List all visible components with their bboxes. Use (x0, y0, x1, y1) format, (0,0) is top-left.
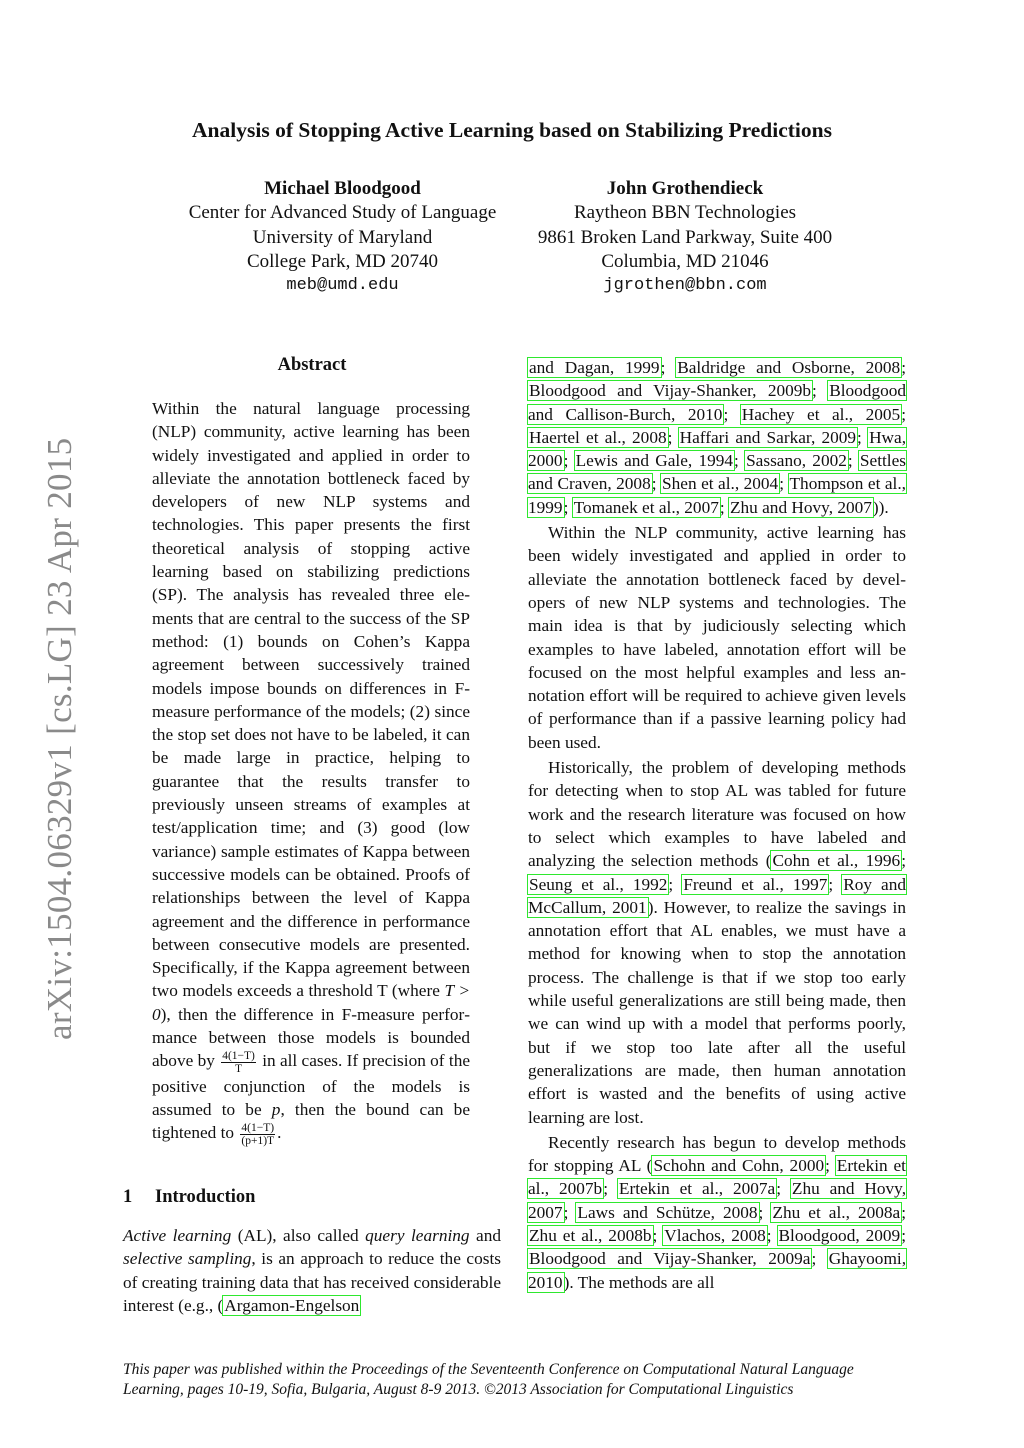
fraction-numerator: 4(1−T) (241, 1121, 275, 1134)
intro-segment: , is an approach to reduce the costs of creating training data that has received considerable interest (e.g., ( (123, 1249, 501, 1315)
text-segment: ; (776, 1179, 791, 1199)
section-heading-introduction (123, 1187, 503, 1208)
text-segment: ; (563, 1202, 577, 1222)
text-segment: ; (651, 474, 662, 494)
abstract-segment: ), then the difference in F-measure performance between those models is bounded above by (152, 1004, 470, 1071)
citation-link[interactable]: Argamon-Engelson (224, 1295, 360, 1315)
citation-link[interactable]: Zhu et al., 2008b (529, 1225, 652, 1245)
author-affiliation: Center for Advanced Study of Language (188, 202, 497, 224)
math-inline: T > 0 (152, 981, 470, 1024)
citation-link[interactable]: Zhu and Hovy, 2007 (528, 1179, 907, 1222)
fraction (240, 1122, 275, 1147)
author-email[interactable]: meb@umd.edu (286, 276, 399, 296)
text-segment: ; (812, 381, 829, 401)
text-segment: ; (828, 874, 843, 894)
citation-link[interactable]: Bloodgood, 2009 (778, 1225, 901, 1245)
text-segment: ; (901, 851, 906, 871)
abstract-segment: in all cases. If precision of the positive conjunction of the models is assumed to be (152, 1051, 470, 1120)
fraction (221, 1050, 256, 1075)
citation-link[interactable]: Roy and McCallum, 2001 (528, 874, 906, 917)
text-segment: ; (719, 497, 729, 517)
paper-title: Analysis of Stopping Active Learning based on Stabilizing Predictions (192, 118, 832, 142)
text-segment: ; (603, 1179, 618, 1199)
intro-segment: and (469, 1226, 501, 1245)
text-segment: ). However, to realize the savings in annotation effort that AL enables, we must have a method for knowing when to stop the annotation process. The challenge is that if we stop too early while useful generalizations are still being made, then we can wind up with a model that performs poorly, but if we stop too late after all the useful generalizations are made, then human annotation effort is wasted and the benefits of using active learning are lost. (528, 897, 906, 1127)
body-paragraph (528, 1131, 906, 1294)
citation-link[interactable]: Tomanek et al., 2007 (573, 497, 719, 517)
arxiv-identifier: arXiv:1504.06329v1 [cs.LG] 23 Apr 2015 (40, 437, 79, 1040)
intro-segment: (AL), also called (231, 1226, 366, 1245)
citation-link[interactable]: Haertel et al., 2008 (529, 427, 667, 447)
abstract-segment: Within the natural language processing (NLP) community, active learning has been widely investigated and applied in order to alleviate the annotation bottleneck faced by developers of new NLP systems and technologies. This paper presents the first theoretical analysis of stopping active learning based on stabilizing predictions (SP). The analysis has revealed three elements that are central to the success of the SP method: (1) bounds on Cohen’s Kappa agreement between successively trained models impose bounds on differences in F-measure performance of the models; (2) since the stop set does not have to be labeled, it can be made large in practice, helping to guarantee that the results transfer to previously unseen streams of examples at test/application time; and (3) good (low variance) sample estimates of Kappa between successive models can be obtained. Proofs of relationships between the level of Kappa agreement and the difference in performance between consecutive models are presented. Specifically, if the Kappa agreement between two models exceeds a threshold T (where (152, 399, 470, 1001)
author-email[interactable]: jgrothen@bbn.com (603, 276, 767, 296)
citation-link[interactable]: Cohn et al., 1996 (772, 851, 901, 871)
text-segment: ; (660, 358, 677, 377)
citation-link[interactable]: Seung et al., 1992 (529, 874, 668, 894)
author-name: John Grothendieck (606, 178, 764, 199)
citation-link[interactable]: Bloodgood and Callison-Burch, 2010 (528, 381, 907, 424)
author-name: Michael Bloodgood (264, 178, 421, 199)
author-address: Columbia, MD 21046 (601, 250, 769, 272)
text-segment: ; (723, 404, 741, 424)
citation-link[interactable]: Thompson et al., 1999 (528, 474, 906, 517)
text-segment: ; (766, 1225, 778, 1245)
text-segment: ; (825, 1156, 836, 1176)
fraction-denominator: T (235, 1062, 243, 1075)
text-segment: ). The methods are all (563, 1272, 715, 1292)
text-segment: ; (901, 404, 906, 424)
text-segment: ; (901, 1225, 906, 1245)
text-segment: ; (563, 451, 575, 471)
citation-link[interactable]: Ertekin et al., 2007b (528, 1156, 906, 1199)
text-segment: ; (857, 427, 869, 447)
text-segment: ; (847, 451, 859, 471)
body-paragraph (528, 356, 906, 519)
body-paragraph (528, 756, 906, 1129)
term: selective sampling (123, 1249, 252, 1269)
citation-link[interactable]: Bloodgood and Vijay-Shanker, 2009a (529, 1249, 811, 1269)
author-affiliation: 9861 Broken Land Parkway, Suite 400 (537, 226, 833, 248)
author-address: College Park, MD 20740 (246, 250, 439, 272)
publication-footnote: This paper was published within the Proceedings of the Seventeenth Conference on Computational Natural Language Learning, pages 10-19, Sofia, Bulgaria, August 8-9 2013. ©2013 Association for Computational Linguistics (123, 1361, 854, 1398)
abstract-text (152, 397, 470, 1147)
text-segment: ; (668, 874, 683, 894)
author-block-1 (170, 177, 515, 298)
right-column (528, 356, 906, 1294)
abstract-heading: Abstract (277, 355, 347, 375)
citation-link[interactable]: Zhu and Hovy, 2007 (729, 497, 872, 517)
text-segment: ; (667, 427, 679, 447)
citation-link[interactable]: Hwa, 2000 (528, 427, 907, 471)
citation-link[interactable]: and Dagan, 1999 (529, 358, 660, 377)
citation-link[interactable]: Lewis and Gale, 1994 (575, 451, 734, 471)
citation-link[interactable]: Shen et al., 2004 (662, 474, 779, 494)
term: Active learning (123, 1226, 232, 1245)
text-segment: Historically, the problem of developing methods for detecting when to stop AL was tabled for future work and the research literature was focused on how to select which examples to have labeled and analyzing the selection methods ( (528, 758, 906, 871)
citation-link[interactable]: Freund et al., 1997 (683, 874, 828, 894)
author-affiliation: Raytheon BBN Technologies (573, 202, 797, 224)
text-segment: ; (758, 1202, 772, 1222)
citation-link[interactable]: Vlachos, 2008 (664, 1225, 766, 1245)
citation-link[interactable]: Baldridge and Osborne, 2008 (677, 358, 901, 377)
abstract-segment: , then the bound can be tightened to (152, 1100, 470, 1143)
citation-link[interactable]: Hachey et al., 2005 (741, 404, 901, 424)
body-paragraph (528, 521, 906, 754)
author-affiliation: University of Maryland (252, 226, 433, 248)
citation-link[interactable]: Ghayoomi, 2010 (528, 1249, 907, 1292)
section-number: 1 (123, 1187, 133, 1207)
citation-link[interactable]: Bloodgood and Vijay-Shanker, 2009b (529, 381, 812, 401)
text-segment: ; (734, 451, 746, 471)
citation-link[interactable]: Settles and Craven, 2008 (528, 451, 907, 494)
fraction-numerator: 4(1−T) (222, 1049, 255, 1062)
citation-link[interactable]: Schohn and Cohn, 2000 (653, 1156, 825, 1176)
citation-link[interactable]: Zhu et al., 2008a (772, 1202, 901, 1222)
text-segment: ; (811, 1249, 828, 1269)
fraction-denominator: (p+1)T (241, 1134, 275, 1147)
text-segment: )). (872, 497, 889, 517)
text-segment: ; (901, 358, 907, 377)
text-segment: ; (901, 1202, 907, 1222)
intro-paragraph (123, 1224, 501, 1317)
term: query learning (365, 1226, 470, 1245)
math-inline: p (271, 1100, 281, 1120)
author-block-2 (520, 177, 850, 298)
section-title: Introduction (155, 1187, 256, 1207)
abstract-segment: . (277, 1123, 282, 1143)
text-segment: Recently research has begun to develop methods for stopping AL ( (528, 1132, 906, 1176)
text-segment: Within the NLP community, active learning has been widely investigated and applied in order to alleviate the annotation bottleneck faced by developers of new NLP systems and technologies. The main idea is that by judiciously selecting which examples to have labeled, annotation effort will be focused on the most helpful examples and less annotation effort will be required to achieve given levels of performance than if a passive learning policy had been used. (528, 523, 906, 752)
text-segment: ; (652, 1225, 664, 1245)
text-segment: ; (563, 497, 573, 517)
citation-link[interactable]: Sassano, 2002 (746, 451, 847, 471)
citation-link[interactable]: Laws and Schütze, 2008 (577, 1202, 758, 1222)
text-segment: ; (779, 474, 789, 494)
citation-link[interactable]: Haffari and Sarkar, 2009 (679, 427, 857, 447)
citation-link[interactable]: Ertekin et al., 2007a (618, 1179, 776, 1199)
